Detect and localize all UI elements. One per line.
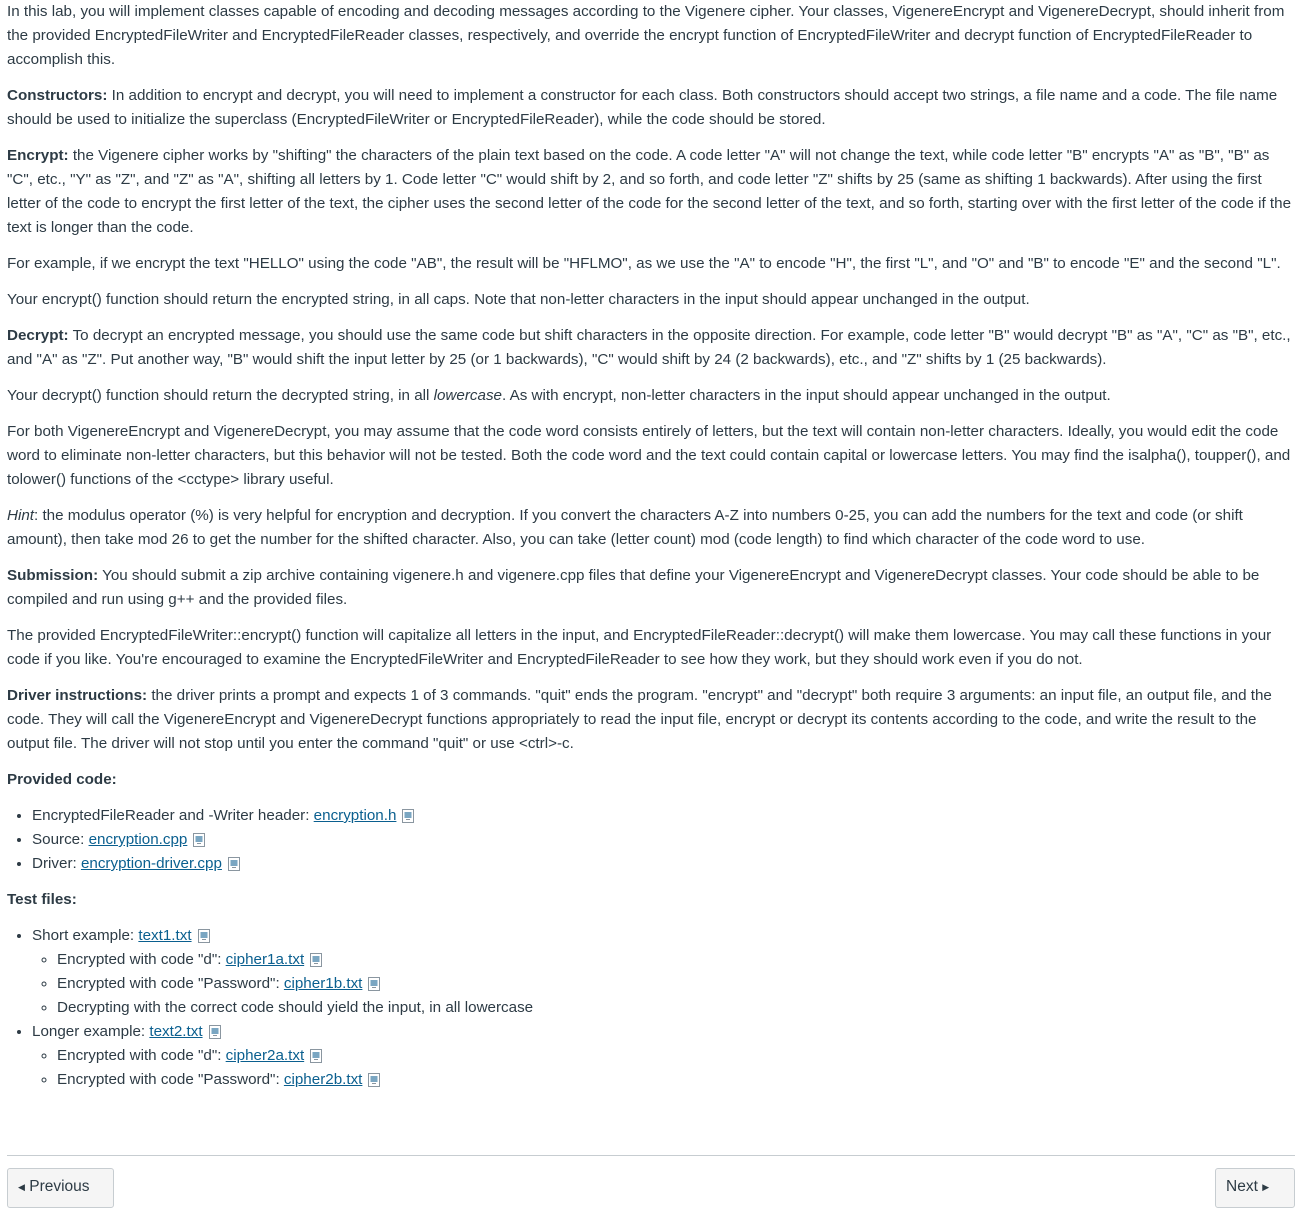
triangle-left-icon: ◀: [18, 1182, 25, 1192]
list-item: • Source: encryption.cpp: [32, 828, 1297, 852]
list-item: ◦ Encrypted with code "Password": cipher2b.txt: [57, 1068, 1297, 1092]
triangle-right-icon: ▶: [1262, 1182, 1270, 1192]
both-classes-paragraph: For both VigenereEncrypt and VigenereDecrypt, you may assume that the code word consists entirely of letters, but the text will contain non-letter characters. Ideally, you would edit the code word to eliminate non-letter characters, but this behavior will not be tested. Both the code word and the text could contain capital or lowercase letters. You may find the isalpha(), toupper(), and tolower() functions of the <cctype> library useful.: [7, 423, 1291, 488]
list-item: ◦ Encrypted with code "d": cipher2a.txt: [57, 1044, 1297, 1068]
encrypt-return-paragraph: Your encrypt() function should return the encrypted string, in all caps. Note that non-letter characters in the input should appear unchanged in the output.: [7, 291, 1030, 308]
file-link-encryption-h[interactable]: encryption.h: [313, 807, 397, 824]
download-icon[interactable]: [193, 831, 205, 845]
file-link-cipher2a-txt[interactable]: cipher2a.txt: [225, 1047, 305, 1064]
page-content: [7, 0, 1297, 1104]
list-item: ◦ Encrypted with code "d": cipher1a.txt: [57, 948, 1297, 972]
file-link-cipher1b-txt[interactable]: cipher1b.txt: [283, 975, 363, 992]
download-icon[interactable]: [209, 1023, 221, 1037]
footer-divider: [7, 1155, 1295, 1156]
decrypt-paragraph: Decrypt: To decrypt an encrypted message, you should use the same code but shift characters in the opposite direction. For example, code letter "B" would decrypt "B" as "A", "C" as "B", etc., and "A" as "Z". Put another way, "B" would shift the input letter by 25 (or 1 backwards), "C" would shift by 24 (2 backwards), etc., and "Z" shifts by 1 (25 backwards).: [7, 327, 1291, 368]
hint-label: Hint: [7, 507, 35, 524]
test-files-heading: Test files:: [7, 891, 77, 908]
provided-code-list: [7, 804, 1297, 876]
file-link-cipher2b-txt[interactable]: cipher2b.txt: [283, 1071, 363, 1088]
list-item: • EncryptedFileReader and -Writer header: encryption.h: [32, 804, 1297, 828]
list-item: • Driver: encryption-driver.cpp: [32, 852, 1297, 876]
download-icon[interactable]: [402, 807, 414, 821]
file-link-encryption-cpp[interactable]: encryption.cpp: [88, 831, 188, 848]
encrypt-label: Encrypt:: [7, 147, 69, 164]
download-icon[interactable]: [310, 1047, 322, 1061]
download-icon[interactable]: [368, 1071, 380, 1085]
file-link-cipher1a-txt[interactable]: cipher1a.txt: [225, 951, 305, 968]
download-icon[interactable]: [368, 975, 380, 989]
provided-code-heading: Provided code:: [7, 771, 117, 788]
download-icon[interactable]: [228, 855, 240, 869]
driver-label: Driver instructions:: [7, 687, 148, 704]
provided-functions-paragraph: The provided EncryptedFileWriter::encrypt() function will capitalize all letters in the input, and EncryptedFileReader::decrypt() will make them lowercase. You may call these functions in your code if you like. You're encouraged to examine the EncryptedFileWriter and EncryptedFileReader to see how they work, but they should work even if you do not.: [7, 627, 1272, 668]
driver-paragraph: Driver instructions: the driver prints a prompt and expects 1 of 3 commands. "quit" ends the program. "encrypt" and "decrypt" both require 3 arguments: an input file, an output file, and the code. They will call the VigenereEncrypt and VigenereDecrypt functions appropriately to read the input file, encrypt or decrypt its contents according to the code, and write the result to the output file. The driver will not stop until you enter the command "quit" or use <ctrl>-c.: [7, 687, 1272, 752]
previous-button[interactable]: ◀ Previous: [7, 1168, 114, 1208]
short-example-sublist: [32, 948, 1297, 1020]
next-button[interactable]: Next ▶: [1215, 1168, 1295, 1208]
test-files-list: [7, 924, 1297, 1092]
longer-example-sublist: [32, 1044, 1297, 1092]
file-link-text2-txt[interactable]: text2.txt: [149, 1023, 203, 1040]
decrypt-label: Decrypt:: [7, 327, 69, 344]
list-item: • Longer example: text2.txt ◦ Encrypted with code "d": cipher2a.txt ◦ Encrypted with code "Password": cipher2b.txt: [32, 1020, 1297, 1092]
intro-paragraph: In this lab, you will implement classes capable of encoding and decoding messages according to the Vigenere cipher. Your classes, VigenereEncrypt and VigenereDecrypt, should inherit from the provided EncryptedFileWriter and EncryptedFileReader classes, respectively, and override the encrypt function of EncryptedFileWriter and decrypt function of EncryptedFileReader to accomplish this.: [7, 3, 1285, 68]
decrypt-return-paragraph: Your decrypt() function should return the decrypted string, in all lowercase. As with encrypt, non-letter characters in the input should appear unchanged in the output.: [7, 387, 1111, 404]
list-item: ◦ Encrypted with code "Password": cipher1b.txt: [57, 972, 1297, 996]
constructors-label: Constructors:: [7, 87, 108, 104]
submission-paragraph: Submission: You should submit a zip archive containing vigenere.h and vigenere.cpp files that define your VigenereEncrypt and VigenereDecrypt classes. Your code should be able to be compiled and run using g++ and the provided files.: [7, 567, 1260, 608]
download-icon[interactable]: [198, 927, 210, 941]
submission-label: Submission:: [7, 567, 99, 584]
list-item: • Short example: text1.txt ◦ Encrypted with code "d": cipher1a.txt ◦ Encrypted with code "Password": cipher1b.txt ◦ Decrypting with the correct code should yield the input, in all lowercase: [32, 924, 1297, 1020]
example-paragraph: For example, if we encrypt the text "HELLO" using the code "AB", the result will be "HFLMO", as we use the "A" to encode "H", the first "L", and "O" and "B" to encode "E" and the second "L".: [7, 255, 1281, 272]
hint-paragraph: Hint: the modulus operator (%) is very helpful for encryption and decryption. If you convert the characters A-Z into numbers 0-25, you can add the numbers for the text and code (or shift amount), then take mod 26 to get the number for the shifted character. Also, you can take (letter count) mod (code length) to find which character of the code word to use.: [7, 507, 1243, 548]
download-icon[interactable]: [310, 951, 322, 965]
encrypt-paragraph: Encrypt: the Vigenere cipher works by "shifting" the characters of the plain text based on the code. A code letter "A" will not change the text, while code letter "B" encrypts "A" as "B", "B" as "C", etc., "Y" as "Z", and "Z" as "A", shifting all letters by 1. Code letter "C" would shift by 2, and so forth, and code letter "Z" shifts by 25 (same as shifting 1 backwards). After using the first letter of the code to encrypt the first letter of the text, the cipher uses the second letter of the code for the second letter of the text, and so forth, starting over with the first letter of the code if the text is longer than the code.: [7, 147, 1292, 236]
file-link-encryption-driver-cpp[interactable]: encryption-driver.cpp: [80, 855, 222, 872]
file-link-text1-txt[interactable]: text1.txt: [138, 927, 192, 944]
constructors-paragraph: Constructors: In addition to encrypt and decrypt, you will need to implement a constructor for each class. Both constructors should accept two strings, a file name and a code. The file name should be used to initialize the superclass (EncryptedFileWriter or EncryptedFileReader), while the code should be stored.: [7, 87, 1278, 128]
list-item: ◦ Decrypting with the correct code should yield the input, in all lowercase: [57, 996, 1297, 1020]
